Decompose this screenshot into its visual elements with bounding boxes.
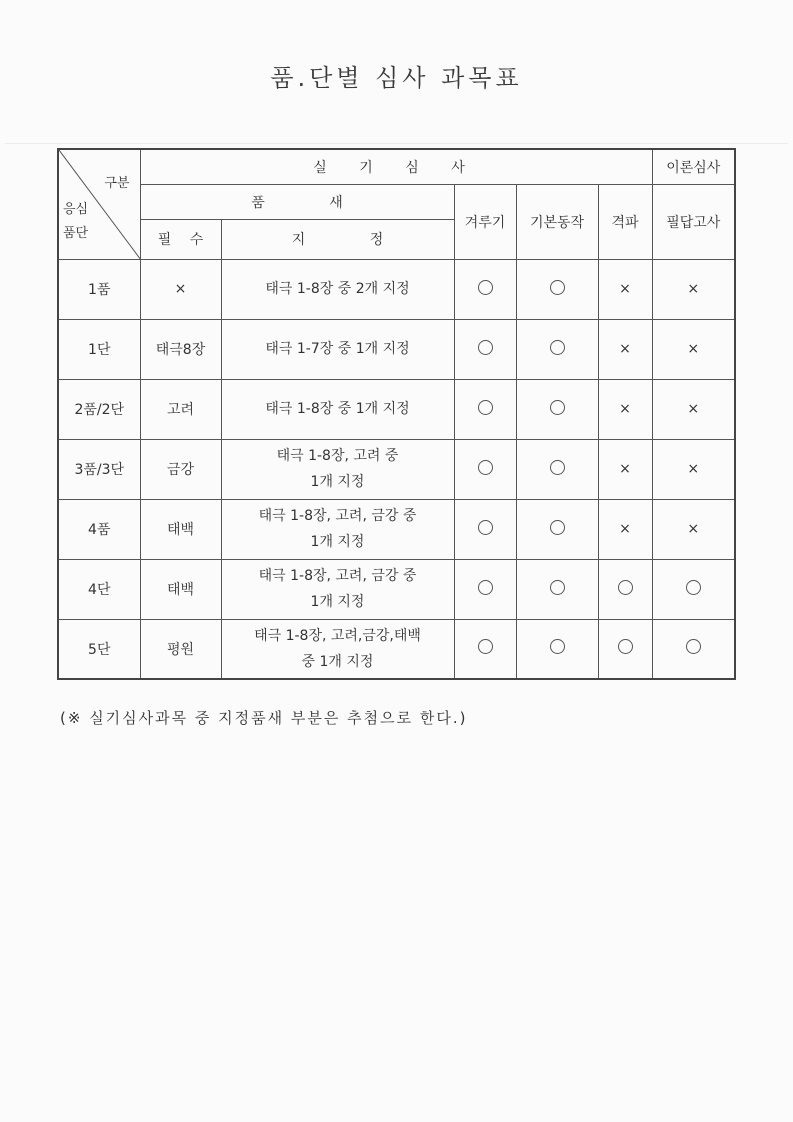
table-row <box>58 379 735 439</box>
footnote: (※ 실기심사과목 중 지정품새 부분은 추첨으로 한다.) <box>60 709 468 727</box>
written-exam-cell <box>652 259 735 319</box>
rank-label: 품단 <box>63 226 89 241</box>
table-row <box>58 559 735 619</box>
cross-mark-icon: × <box>687 341 700 357</box>
breaking-cell <box>598 259 652 319</box>
cross-mark-icon: × <box>619 341 631 357</box>
circle-mark-icon <box>478 460 493 475</box>
breaking-cell <box>598 619 652 679</box>
circle-mark-icon <box>478 520 493 535</box>
breaking-cell <box>598 319 652 379</box>
cross-mark-icon: × <box>687 281 700 297</box>
written-exam-cell <box>652 559 735 619</box>
sparring-header: 겨루기 <box>454 184 516 259</box>
circle-mark-icon <box>618 639 633 654</box>
cross-mark-icon: × <box>687 521 700 537</box>
circle-mark-icon <box>550 340 565 355</box>
cross-mark-icon: × <box>619 521 631 537</box>
required-poomsae-cell: 금강 <box>140 439 221 499</box>
designated-poomsae-cell: 태극 1-7장 중 1개 지정 <box>221 319 454 379</box>
table-row <box>58 619 735 679</box>
circle-mark-icon <box>478 580 493 595</box>
cross-mark-icon: × <box>619 401 631 417</box>
required-poomsae-cell: 태백 <box>140 499 221 559</box>
sparring-cell <box>454 439 516 499</box>
written-exam-cell <box>652 619 735 679</box>
designated-poomsae-cell: 태극 1-8장, 고려 중 1개 지정 <box>221 439 454 499</box>
circle-mark-icon <box>550 580 565 595</box>
circle-mark-icon <box>478 400 493 415</box>
written-exam-cell <box>652 319 735 379</box>
breaking-cell <box>598 559 652 619</box>
basic-moves-cell <box>516 379 598 439</box>
rank-cell: 3품/3단 <box>58 439 140 499</box>
circle-mark-icon <box>478 280 493 295</box>
required-poomsae-cell: 고려 <box>140 379 221 439</box>
designated-poomsae-cell: 태극 1-8장 중 1개 지정 <box>221 379 454 439</box>
required-poomsae-cell: 태극8장 <box>140 319 221 379</box>
cross-mark-icon: × <box>619 461 631 477</box>
circle-mark-icon <box>550 460 565 475</box>
written-exam-cell <box>652 379 735 439</box>
cross-mark-icon: × <box>687 401 700 417</box>
basic-moves-cell <box>516 319 598 379</box>
theory-exam-header: 이론심사 <box>652 149 735 184</box>
exam-subjects-table <box>57 148 736 680</box>
circle-mark-icon <box>550 520 565 535</box>
rank-cell: 1품 <box>58 259 140 319</box>
basic-moves-cell <box>516 259 598 319</box>
category-label: 구분 <box>104 176 130 191</box>
table-row <box>58 259 735 319</box>
breaking-header: 격파 <box>598 184 652 259</box>
sparring-cell <box>454 319 516 379</box>
designated-poomsae-cell: 태극 1-8장, 고려, 금강 중 1개 지정 <box>221 559 454 619</box>
page-title: 품.단별 심사 과목표 <box>270 64 523 92</box>
breaking-cell <box>598 499 652 559</box>
circle-mark-icon <box>478 340 493 355</box>
basic-moves-header: 기본동작 <box>516 184 598 259</box>
applicant-label: 응심 <box>63 202 89 217</box>
poomsae-header: 품 새 <box>140 184 454 219</box>
rank-cell: 1단 <box>58 319 140 379</box>
sparring-cell <box>454 559 516 619</box>
designated-poomsae-cell: 태극 1-8장, 고려,금강,태백 중 1개 지정 <box>221 619 454 679</box>
table-row <box>58 499 735 559</box>
designated-header: 지 정 <box>221 219 454 259</box>
cross-mark-icon: × <box>687 461 700 477</box>
table-row <box>58 319 735 379</box>
rank-cell: 5단 <box>58 619 140 679</box>
circle-mark-icon <box>686 580 701 595</box>
sparring-cell <box>454 259 516 319</box>
table-row <box>58 439 735 499</box>
required-poomsae-cell: 태백 <box>140 559 221 619</box>
circle-mark-icon <box>478 639 493 654</box>
divider <box>5 143 788 144</box>
circle-mark-icon <box>550 280 565 295</box>
breaking-cell <box>598 379 652 439</box>
designated-poomsae-cell: 태극 1-8장, 고려, 금강 중 1개 지정 <box>221 499 454 559</box>
breaking-cell <box>598 439 652 499</box>
cross-mark-icon: × <box>619 281 631 297</box>
sparring-cell <box>454 499 516 559</box>
circle-mark-icon <box>550 639 565 654</box>
circle-mark-icon <box>618 580 633 595</box>
written-exam-cell <box>652 499 735 559</box>
required-header: 필 수 <box>140 219 221 259</box>
circle-mark-icon <box>686 639 701 654</box>
designated-poomsae-cell: 태극 1-8장 중 2개 지정 <box>221 259 454 319</box>
basic-moves-cell <box>516 499 598 559</box>
rank-cell: 4품 <box>58 499 140 559</box>
required-poomsae-cell: × <box>140 259 221 319</box>
written-exam-header: 필답고사 <box>652 184 735 259</box>
circle-mark-icon <box>550 400 565 415</box>
practical-exam-header: 실 기 심 사 <box>140 149 652 184</box>
basic-moves-cell <box>516 559 598 619</box>
required-poomsae-cell: 평원 <box>140 619 221 679</box>
sparring-cell <box>454 379 516 439</box>
corner-header-cell <box>58 149 140 259</box>
basic-moves-cell <box>516 619 598 679</box>
rank-cell: 2품/2단 <box>58 379 140 439</box>
rank-cell: 4단 <box>58 559 140 619</box>
written-exam-cell <box>652 439 735 499</box>
basic-moves-cell <box>516 439 598 499</box>
sparring-cell <box>454 619 516 679</box>
